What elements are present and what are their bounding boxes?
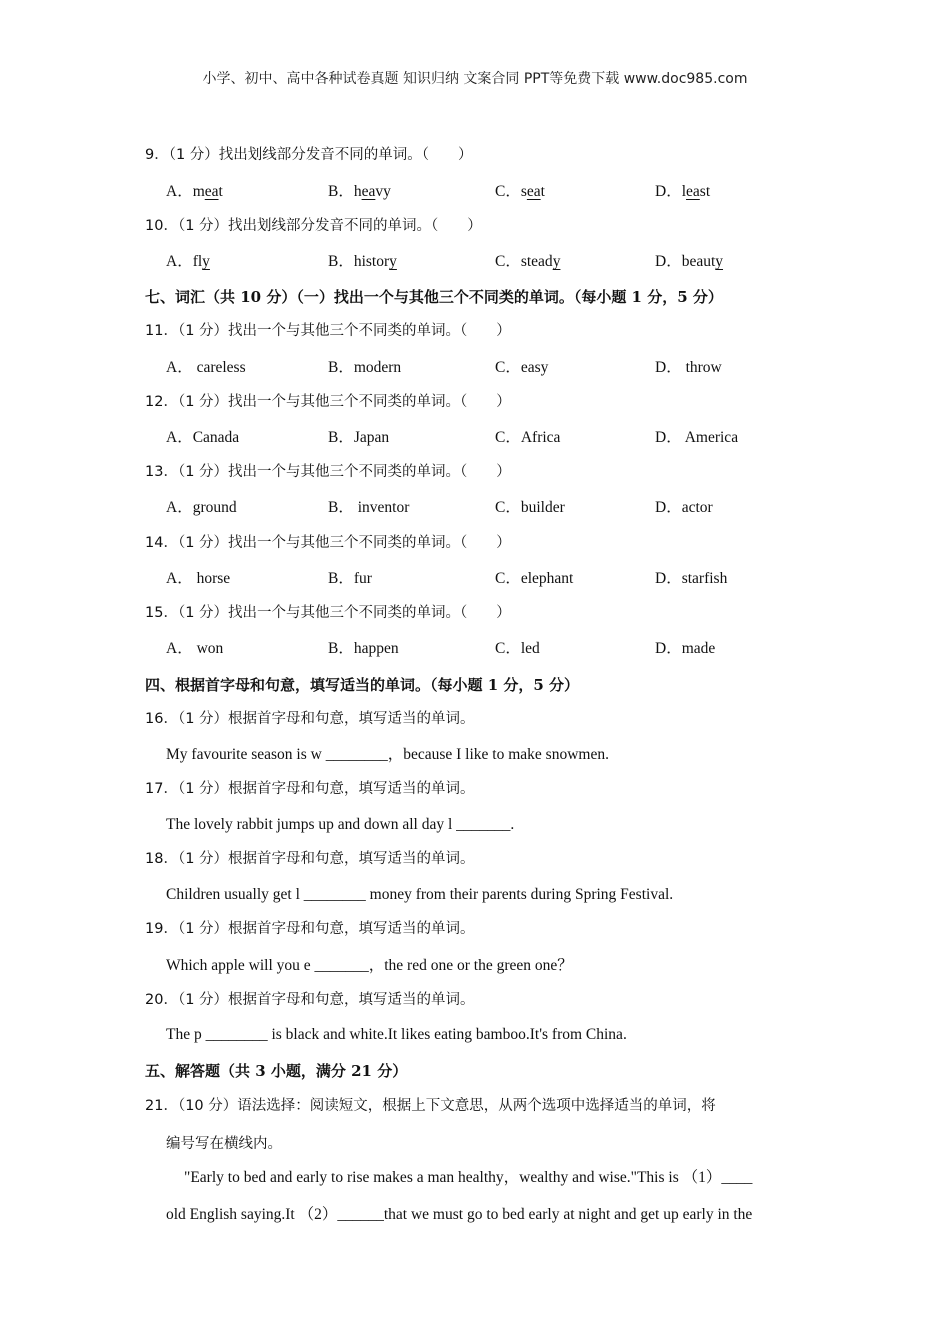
q11-option-a: A． careless <box>166 359 246 376</box>
q14-option-b: B．fur <box>328 570 372 587</box>
q14-option-c: C．elephant <box>495 570 574 587</box>
passage-line-2: old English saying.It （2）______that we must go to bed early at night and get up early in the <box>166 1206 753 1223</box>
q13-option-b: B． inventor <box>328 499 410 516</box>
q10-option-c: C．steady <box>495 253 561 270</box>
q15-option-a: A． won <box>166 640 224 657</box>
q14-option-a: A． horse <box>166 570 231 587</box>
q13-option-c: C．builder <box>495 499 565 516</box>
q14-option-d: D．starfish <box>655 570 728 587</box>
question-19-sentence: Which apple will you e _______，the red one or the green one？ <box>166 957 573 974</box>
q12-option-a: A．Canada <box>166 429 240 446</box>
question-15-stem: 15．（1 分）找出一个与其他三个不同类的单词。（ ） <box>145 605 511 621</box>
question-17-stem: 17．（1 分）根据首字母和句意，填写适当的单词。 <box>145 781 475 797</box>
q9-option-b: B．heavy <box>328 183 391 200</box>
question-13-stem: 13．（1 分）找出一个与其他三个不同类的单词。（ ） <box>145 464 511 480</box>
q9-option-a: A．meat <box>166 183 223 200</box>
q10-option-d: D．beauty <box>655 253 724 270</box>
passage-line-1: "Early to bed and early to rise makes a man healthy，wealthy and wise."This is （1）____ <box>184 1169 753 1186</box>
question-16-sentence: My favourite season is w ________，because I like to make snowmen. <box>166 746 609 763</box>
q13-option-a: A．ground <box>166 499 237 516</box>
page-header: 小学、初中、高中各种试卷真题 知识归纳 文案合同 PPT等免费下载 www.doc985.com <box>202 71 748 87</box>
q15-option-b: B．happen <box>328 640 399 657</box>
q12-option-d: D． America <box>655 429 739 446</box>
q10-option-b: B．history <box>328 253 397 270</box>
question-18-stem: 18．（1 分）根据首字母和句意，填写适当的单词。 <box>145 851 475 867</box>
q9-option-c: C．seat <box>495 183 545 200</box>
section-4-title: 四、根据首字母和句意，填写适当的单词。（每小题 1 分，5 分） <box>145 676 580 694</box>
question-16-stem: 16．（1 分）根据首字母和句意，填写适当的单词。 <box>145 711 475 727</box>
q13-option-d: D．actor <box>655 499 713 516</box>
section-7-title: 七、词汇（共 10 分）（一）找出一个与其他三个不同类的单词。（每小题 1 分，5 分） <box>145 288 723 306</box>
q15-option-d: D．made <box>655 640 716 657</box>
q9-option-d: D．least <box>655 183 711 200</box>
question-17-sentence: The lovely rabbit jumps up and down all day l _______. <box>166 816 515 833</box>
question-20-stem: 20．（1 分）根据首字母和句意，填写适当的单词。 <box>145 992 475 1008</box>
question-20-sentence: The p ________ is black and white.It likes eating bamboo.It's from China. <box>166 1026 627 1043</box>
question-19-stem: 19．（1 分）根据首字母和句意，填写适当的单词。 <box>145 921 475 937</box>
q12-option-b: B．Japan <box>328 429 390 446</box>
q15-option-c: C．led <box>495 640 540 657</box>
question-14-stem: 14．（1 分）找出一个与其他三个不同类的单词。（ ） <box>145 535 511 551</box>
section-5-title: 五、解答题（共 3 小题，满分 21 分） <box>145 1062 408 1080</box>
question-9-stem: 9．（1 分）找出划线部分发音不同的单词。（ ） <box>145 147 473 163</box>
question-12-stem: 12．（1 分）找出一个与其他三个不同类的单词。（ ） <box>145 394 511 410</box>
question-21-stem: 21．（10 分）语法选择：阅读短文，根据上下文意思，从两个选项中选择适当的单词，将 <box>145 1098 716 1114</box>
q11-option-c: C．easy <box>495 359 549 376</box>
q12-option-c: C．Africa <box>495 429 561 446</box>
q11-option-d: D． throw <box>655 359 722 376</box>
question-11-stem: 11．（1 分）找出一个与其他三个不同类的单词。（ ） <box>145 323 511 339</box>
q10-option-a: A．fly <box>166 253 210 270</box>
question-18-sentence: Children usually get l ________ money from their parents during Spring Festival. <box>166 886 674 903</box>
q11-option-b: B．modern <box>328 359 402 376</box>
question-10-stem: 10．（1 分）找出划线部分发音不同的单词。（ ） <box>145 218 482 234</box>
question-21-stem-continued: 编号写在横线内。 <box>166 1136 282 1152</box>
